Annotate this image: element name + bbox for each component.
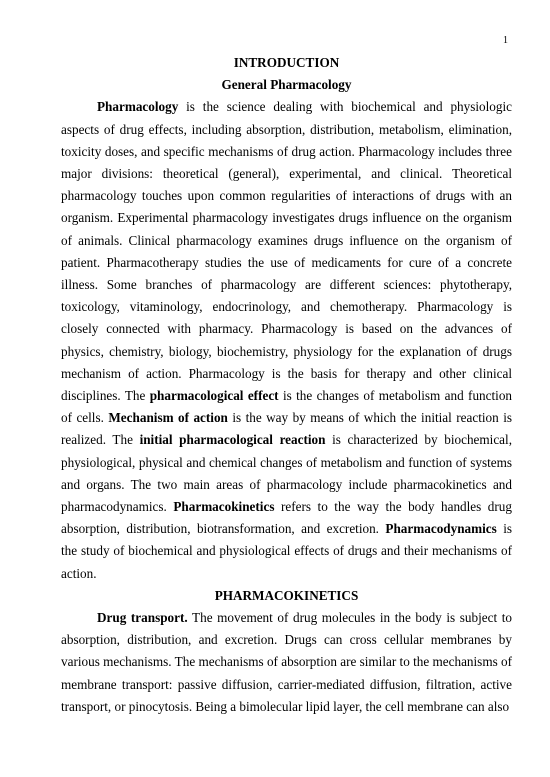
page-number: 1 — [503, 35, 508, 46]
intro-text-2: is the changes of metabolism and function of cells. — [61, 388, 513, 426]
term-pharmacology: Pharmacology — [97, 99, 179, 115]
intro-text-1: is the science dealing with biochemical and physiologic aspects of drug effects, including absorption, distribution, metabolism, elimination, toxicity doses, and specific mechanisms of drug action. Pharmacology includes three major divisions: theoretical (general), experimental, and clinical. Theoretical pharmacology touches upon common regularities of interactions of drugs with an organism. Experimental pharmacology investigates drugs influence on the organism of animals. Clinical pharmacology examines drugs influence on the organism of patient. Pharmacotherapy studies the use of medicaments for cure of a concrete illness. Some branches of pharmacology are different sciences: phytotherapy, toxicology, vitaminology, endocrinology, and chemotherapy. Pharmacology is closely connected with pharmacy. Pharmacology is based on the advances of physics, chemistry, biology, biochemistry, physiology for the explanation of drugs mechanism of action. Pharmacology is the basis for therapy and other clinical disciplines. The — [61, 99, 512, 404]
term-pharmacological-effect: pharmacological effect — [149, 388, 279, 404]
drug-transport-paragraph — [61, 607, 512, 718]
term-mechanism-of-action: Mechanism of action — [108, 410, 228, 426]
term-initial-pharmacological-reaction: initial pharmacological reaction — [139, 432, 326, 448]
intro-text-5: refers to the way the body handles drug absorption, distribution, biotransformation, and excretion. — [61, 499, 512, 537]
intro-text-4: is characterized by biochemical, physiological, physical and chemical changes of metabolism and function of systems and organs. The two main areas of pharmacology include pharmacokinetics and pharmacodynamics. — [61, 432, 512, 515]
section-heading-pharmacokinetics: PHARMACOKINETICS — [214, 587, 359, 603]
intro-text-6: is the study of biochemical and physiological effects of drugs and their mechanisms of action. — [61, 521, 513, 581]
page-content — [61, 52, 512, 718]
intro-text-3: is the way by means of which the initial reaction is realized. The — [61, 410, 512, 448]
document-subtitle: General Pharmacology — [221, 77, 352, 93]
document-title: INTRODUCTION — [233, 55, 340, 70]
intro-paragraph — [61, 96, 512, 584]
drug-transport-text: The movement of drug molecules in the body is subject to absorption, distribution, and excretion. Drugs can cross cellular membranes by various mechanisms. The mechanisms of absorption are similar to the mechanisms of membrane transport: passive diffusion, carrier-mediated diffusion, filtration, active transport, or pinocytosis. Being a bimolecular lipid layer, the cell membrane can also — [61, 610, 512, 714]
term-pharmacodynamics: Pharmacodynamics — [385, 521, 497, 537]
term-pharmacokinetics: Pharmacokinetics — [173, 499, 275, 515]
term-drug-transport: Drug transport. — [97, 610, 188, 626]
